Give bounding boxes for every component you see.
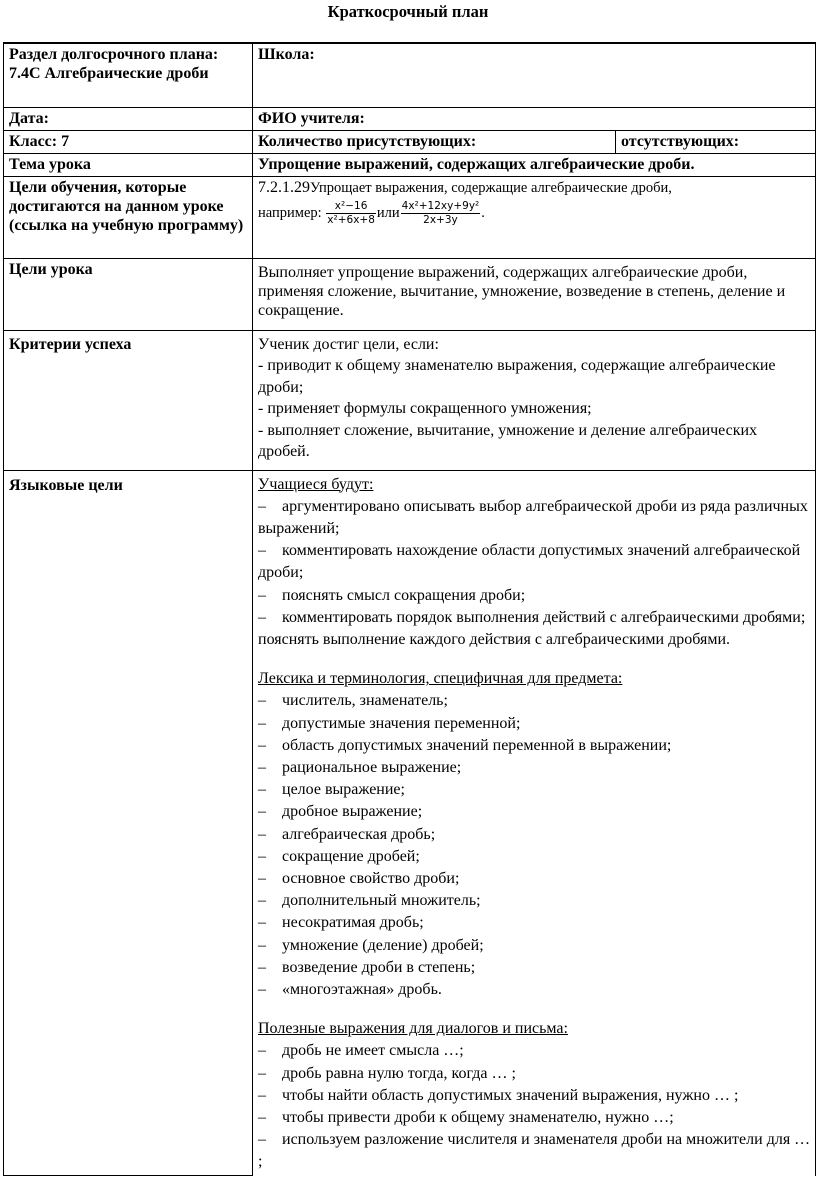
lexicon-item: – сокращение дробей; [258, 847, 420, 865]
fraction-2-denominator: 2x+3y [423, 213, 458, 226]
phrases-item: – используем разложение числителя и знаменателя дроби на множители для … ; [258, 1131, 811, 1171]
phrases-item: – чтобы найти область допустимых значений выражения, нужно … ; [258, 1086, 739, 1104]
class-row [4, 130, 816, 153]
lexicon-item: – возведение дроби в степень; [258, 958, 476, 976]
absent-label: отсутствующих: [616, 130, 816, 153]
fraction-1-numerator: x²−16 [326, 200, 376, 214]
lexicon-item: – область допустимых значений переменной в выражении; [258, 736, 672, 754]
lexicon-item: – дробное выражение; [258, 803, 423, 821]
phrases-heading: Полезные выражения для диалогов и письма: [258, 1020, 568, 1038]
example-end: . [481, 204, 485, 221]
students-item: – пояснять смысл сокращения дроби; [258, 586, 526, 604]
teacher-label: ФИО учителя: [253, 107, 816, 130]
criteria-row [4, 330, 816, 470]
students-tail: пояснять выполнение каждого действия с алгебраическими дробями. [258, 630, 731, 648]
students-item: – аргументировано описывать выбор алгебраической дроби из ряда различных выражений; [258, 497, 808, 537]
lesson-goals-label: Цели урока [4, 258, 253, 330]
objectives-label: Цели обучения, которые достигаются на данном уроке (ссылка на учебную программу) [4, 176, 253, 258]
students-item: – комментировать нахождение области допустимых значений алгебраической дроби; [258, 542, 801, 582]
section-row [4, 43, 816, 107]
criteria-label: Критерии успеха [4, 330, 253, 470]
criteria-line: - выполняет сложение, вычитание, умножение и деление алгебраических дробей. [258, 421, 758, 460]
fraction-2 [401, 200, 481, 227]
fraction-2-numerator: 4x²+12xy+9y² [401, 199, 480, 212]
lexicon-item: – дополнительный множитель; [258, 892, 481, 910]
students-item: – комментировать порядок выполнения действий с алгебраическими дробями; [258, 608, 806, 626]
language-label: Языковые цели [4, 470, 253, 1176]
lexicon-item: – целое выражение; [258, 781, 405, 799]
lexicon-item: – умножение (деление) дробей; [258, 936, 484, 954]
criteria-line: - приводит к общему знаменателю выражения, содержащие алгебраические дроби; [258, 357, 776, 396]
phrases-item: – чтобы привести дроби к общему знаменателю, нужно …; [258, 1108, 674, 1126]
lexicon-item: – «многоэтажная» дробь. [258, 980, 442, 998]
objectives-example-line [258, 200, 811, 227]
lesson-goals-row [4, 258, 816, 330]
lexicon-heading: Лексика и терминология, специфичная для предмета: [258, 670, 623, 688]
topic-row [4, 153, 816, 176]
phrases-item: – дробь равна нулю тогда, когда … ; [258, 1064, 516, 1082]
lexicon-item: – основное свойство дроби; [258, 869, 460, 887]
school-label: Школа: [253, 43, 816, 107]
class-label: Класс: 7 [4, 130, 253, 153]
criteria-value [253, 330, 816, 470]
objectives-code: 7.2.1.29 [258, 178, 310, 196]
topic-label: Тема урока [4, 153, 253, 176]
date-row [4, 107, 816, 130]
page-title: Краткосрочный план [327, 2, 489, 21]
date-label: Дата: [4, 107, 253, 130]
criteria-line: - применяет формулы сокращенного умножения; [258, 400, 592, 417]
language-row [4, 470, 816, 1176]
lexicon-item: – алгебраическая дробь; [258, 825, 436, 843]
topic-value: Упрощение выражений, содержащих алгебраические дроби. [253, 153, 816, 176]
lexicon-item: – числитель, знаменатель; [258, 692, 448, 710]
or-label: или [376, 204, 400, 221]
example-label: например: [258, 204, 322, 221]
objectives-text: Упрощает выражения, содержащие алгебраические дроби, [310, 179, 672, 196]
students-heading: Учащиеся будут: [258, 475, 374, 493]
lexicon-item: – несократимая дробь; [258, 914, 424, 932]
fraction-1 [326, 200, 376, 227]
lesson-plan-table [3, 42, 816, 1176]
objectives-value [253, 176, 816, 258]
phrases-item: – дробь не имеет смысла …; [258, 1042, 464, 1060]
objectives-line [258, 178, 811, 198]
lexicon-item: – рациональное выражение; [258, 758, 462, 776]
lesson-goals-value: Выполняет упрощение выражений, содержащих алгебраические дроби, применяя сложение, вычитание, умножение, возведение в степень, деление и сокращение. [253, 258, 816, 330]
objectives-row [4, 176, 816, 258]
lexicon-item: – допустимые значения переменной; [258, 714, 521, 732]
present-label: Количество присутствующих: [253, 130, 616, 153]
language-value [253, 470, 816, 1176]
section-label: Раздел долгосрочного плана: 7.4С Алгебраические дроби [4, 43, 253, 107]
criteria-line: Ученик достиг цели, если: [258, 335, 439, 353]
fraction-1-denominator: x²+6x+8 [327, 213, 375, 226]
